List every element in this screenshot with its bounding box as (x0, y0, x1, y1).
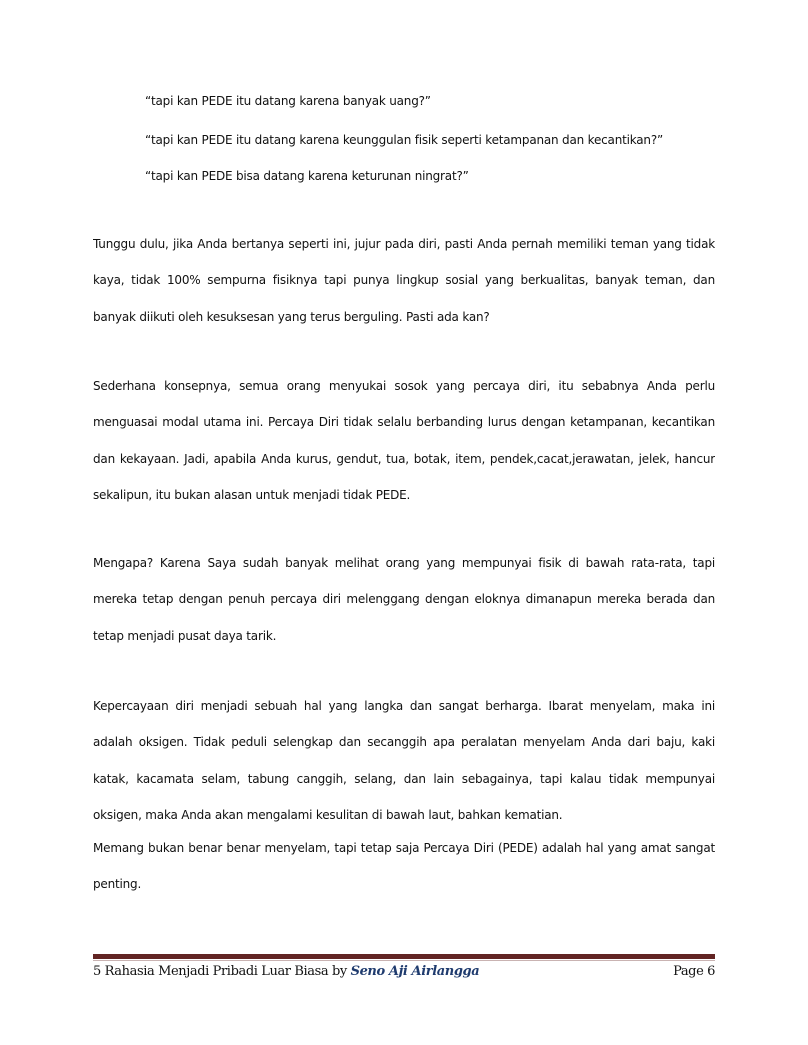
paragraph-line: kaya, tidak 100% sempurna fisiknya tapi punya lingkup sosial yang berkualitas, banyak teman, dan (93, 273, 715, 288)
paragraph-line: sekalipun, itu bukan alasan untuk menjadi tidak PEDE. (93, 487, 411, 502)
footer-page-number: Page 6 (673, 964, 715, 979)
paragraph-line: adalah oksigen. Tidak peduli selengkap dan secanggih apa peralatan menyelam Anda dari baju, kaki (93, 735, 715, 750)
paragraph-line: dan kekayaan. Jadi, apabila Anda kurus, gendut, tua, botak, item, pendek,cacat,jerawatan, jelek, hancur (93, 451, 715, 466)
paragraph-line: Mengapa? Karena Saya sudah banyak melihat orang yang mempunyai fisik di bawah rata-rata, tapi (93, 556, 715, 570)
footer-rule-shadow (93, 960, 715, 961)
paragraph-line: Kepercayaan diri menjadi sebuah hal yang langka dan sangat berharga. Ibarat menyelam, maka ini (93, 699, 715, 713)
paragraph-line: Sederhana konsepnya, semua orang menyukai sosok yang percaya diri, itu sebabnya Anda perlu (93, 379, 715, 393)
footer-author: Seno Aji Airlangga (350, 964, 480, 979)
quote-line: “tapi kan PEDE itu datang karena banyak uang?” (145, 94, 431, 108)
paragraph-line: mereka tetap dengan penuh percaya diri melenggang dengan eloknya dimanapun mereka berada dan (93, 592, 715, 607)
paragraph-line: Memang bukan benar benar menyelam, tapi tetap saja Percaya Diri (PEDE) adalah hal yang amat sangat (93, 841, 715, 855)
paragraph (93, 688, 715, 833)
paragraph (93, 545, 715, 654)
footer-book-title: 5 Rahasia Menjadi Pribadi Luar Biasa by (93, 964, 347, 979)
paragraph-line: menguasai modal utama ini. Percaya Diri tidak selalu berbanding lurus dengan ketampanan, kecantikan (93, 415, 715, 430)
paragraph-line: banyak diikuti oleh kesuksesan yang terus berguling. Pasti ada kan? (93, 309, 490, 324)
paragraph-line: oksigen, maka Anda akan mengalami kesulitan di bawah laut, bahkan kematian. (93, 807, 563, 822)
paragraph (93, 368, 715, 513)
paragraph-line: katak, kacamata selam, tabung canggih, selang, dan lain sebagainya, tapi kalau tidak mempunyai (93, 771, 715, 786)
footer-rule (93, 954, 715, 959)
quote-line: “tapi kan PEDE bisa datang karena keturunan ningrat?” (145, 169, 469, 183)
paragraph (93, 830, 715, 903)
paragraph-line: tetap menjadi pusat daya tarik. (93, 628, 277, 643)
paragraph-line: penting. (93, 877, 142, 892)
paragraph-line: Tunggu dulu, jika Anda bertanya seperti ini, jujur pada diri, pasti Anda pernah memiliki teman yang tidak (93, 237, 715, 251)
paragraph (93, 226, 715, 335)
footer-title (93, 963, 479, 981)
quote-line: “tapi kan PEDE itu datang karena keunggulan fisik seperti ketampanan dan kecantikan?” (145, 133, 664, 147)
